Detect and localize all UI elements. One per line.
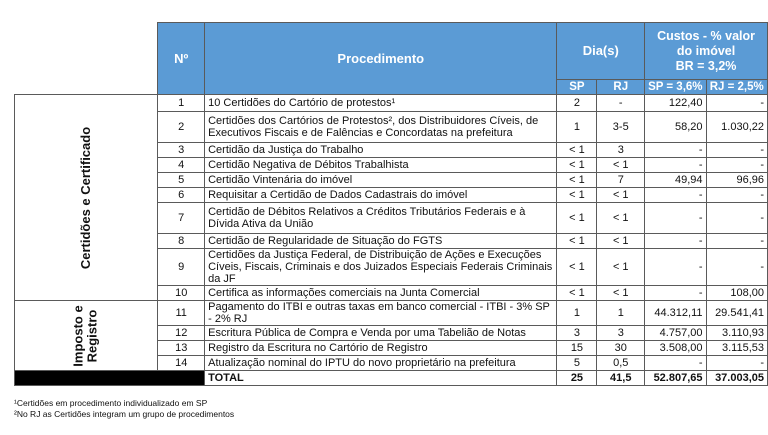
- cell-sp-days: < 1: [557, 234, 597, 249]
- cell-sp-days: < 1: [557, 286, 597, 301]
- cell-rj-days: 1: [597, 301, 645, 326]
- cell-rj-cost: -: [706, 203, 768, 234]
- cell-sp-cost: 58,20: [645, 112, 706, 143]
- cell-sp-days: < 1: [557, 203, 597, 234]
- cell-num: 12: [158, 326, 205, 341]
- header-rj-days: RJ: [597, 80, 645, 95]
- cell-procedimento: Certidões da Justiça Federal, de Distribuição de Ações e Execuções Cíveis, Fiscais, Criminais e dos Juizados Especiais Federais Criminais da JF: [205, 249, 557, 286]
- cell-sp-days: 1: [557, 301, 597, 326]
- cell-procedimento: Certidão da Justiça do Trabalho: [205, 143, 557, 158]
- cell-rj-days: 3-5: [597, 112, 645, 143]
- cell-rj-days: < 1: [597, 188, 645, 203]
- cell-sp-days: 1: [557, 112, 597, 143]
- cell-rj-cost: -: [706, 356, 768, 371]
- cell-num: 8: [158, 234, 205, 249]
- cell-sp-days: 2: [557, 95, 597, 112]
- cell-sp-cost: 4.757,00: [645, 326, 706, 341]
- cell-rj-days: < 1: [597, 286, 645, 301]
- cell-rj-cost: -: [706, 188, 768, 203]
- cell-procedimento: Registro da Escritura no Cartório de Registro: [205, 341, 557, 356]
- table-row: [15, 301, 768, 326]
- cell-rj-cost: 3.115,53: [706, 341, 768, 356]
- cell-procedimento: Atualização nominal do IPTU do novo proprietário na prefeitura: [205, 356, 557, 371]
- total-row: [15, 371, 768, 386]
- subheader-empty-cell: [15, 80, 158, 95]
- group-certidoes-label: Certidões e Certificado: [78, 126, 94, 269]
- group-imposto-label: [72, 305, 100, 366]
- cell-sp-days: < 1: [557, 249, 597, 286]
- cell-sp-days: 15: [557, 341, 597, 356]
- group-imposto: [15, 301, 158, 371]
- cell-sp-days: 5: [557, 356, 597, 371]
- cell-procedimento: Certidão de Regularidade de Situação do FGTS: [205, 234, 557, 249]
- cell-num: 14: [158, 356, 205, 371]
- cell-sp-cost: 3.508,00: [645, 341, 706, 356]
- cell-procedimento: Certidão Vintenária do imóvel: [205, 173, 557, 188]
- cell-rj-days: 3: [597, 143, 645, 158]
- header-custos: [645, 23, 768, 80]
- cell-rj-cost: -: [706, 249, 768, 286]
- cell-rj-days: < 1: [597, 234, 645, 249]
- cell-sp-cost: -: [645, 188, 706, 203]
- header-custos-line2: do imóvel: [676, 43, 736, 58]
- header-dias: Dia(s): [557, 23, 645, 80]
- cell-rj-cost: -: [706, 95, 768, 112]
- cell-num: 3: [158, 143, 205, 158]
- cell-num: 5: [158, 173, 205, 188]
- cell-procedimento: Requisitar a Certidão de Dados Cadastrais do imóvel: [205, 188, 557, 203]
- cell-rj-cost: 3.110,93: [706, 326, 768, 341]
- cell-num: 10: [158, 286, 205, 301]
- cell-procedimento: Escritura Pública de Compra e Venda por uma Tabelião de Notas: [205, 326, 557, 341]
- cell-rj-days: < 1: [597, 249, 645, 286]
- cell-rj-cost: -: [706, 234, 768, 249]
- cell-rj-cost: 96,96: [706, 173, 768, 188]
- cell-sp-cost: -: [645, 203, 706, 234]
- cell-procedimento: Certidão Negativa de Débitos Trabalhista: [205, 158, 557, 173]
- cell-num: 7: [158, 203, 205, 234]
- header-row: [15, 23, 768, 80]
- total-sp-cost: 52.807,65: [645, 371, 706, 386]
- cell-rj-cost: 1.030,22: [706, 112, 768, 143]
- cell-rj-cost: 29.541,41: [706, 301, 768, 326]
- cell-sp-days: < 1: [557, 158, 597, 173]
- group-imposto-line1: Imposto e: [71, 304, 87, 367]
- procedures-table: [14, 22, 768, 386]
- cell-num: 13: [158, 341, 205, 356]
- header-num: Nº: [158, 23, 205, 95]
- cell-rj-days: 3: [597, 326, 645, 341]
- cell-sp-days: 3: [557, 326, 597, 341]
- cell-num: 9: [158, 249, 205, 286]
- cell-rj-days: < 1: [597, 158, 645, 173]
- cell-sp-days: < 1: [557, 143, 597, 158]
- footnote-1: ¹Certidões em procedimento individualizado em SP: [14, 398, 208, 408]
- header-sp-cost: SP = 3,6%: [645, 80, 706, 95]
- cell-num: 4: [158, 158, 205, 173]
- cell-rj-cost: -: [706, 143, 768, 158]
- footnote-2: ²No RJ as Certidões integram um grupo de procedimentos: [14, 409, 235, 419]
- cell-sp-cost: -: [645, 234, 706, 249]
- cell-sp-cost: 44.312,11: [645, 301, 706, 326]
- cell-num: 11: [158, 301, 205, 326]
- total-sp-days: 25: [557, 371, 597, 386]
- total-label: TOTAL: [205, 371, 557, 386]
- table-row: [15, 95, 768, 112]
- group-certidoes: [15, 95, 158, 301]
- header-custos-line1: Custos - % valor: [657, 28, 755, 43]
- header-rj-cost: RJ = 2,5%: [706, 80, 768, 95]
- cell-sp-days: < 1: [557, 188, 597, 203]
- total-rj-cost: 37.003,05: [706, 371, 768, 386]
- cell-rj-days: 30: [597, 341, 645, 356]
- cell-procedimento: Pagamento do ITBI e outras taxas em banco comercial - ITBI - 3% SP - 2% RJ: [205, 301, 557, 326]
- cell-num: 1: [158, 95, 205, 112]
- total-black-block: [15, 371, 205, 386]
- header-custos-line3: BR = 3,2%: [675, 58, 737, 73]
- header-empty-cell: [15, 23, 158, 80]
- header-procedimento: Procedimento: [205, 23, 557, 95]
- cell-procedimento: Certidões dos Cartórios de Protestos², dos Distribuidores Cíveis, de Executivos Fiscais e de Falências e Concordatas na prefeitura: [205, 112, 557, 143]
- cell-rj-days: < 1: [597, 203, 645, 234]
- cell-sp-cost: -: [645, 356, 706, 371]
- cell-sp-days: < 1: [557, 173, 597, 188]
- cell-num: 6: [158, 188, 205, 203]
- cell-num: 2: [158, 112, 205, 143]
- cell-sp-cost: -: [645, 143, 706, 158]
- cell-sp-cost: 49,94: [645, 173, 706, 188]
- cell-procedimento: 10 Certidões do Cartório de protestos¹: [205, 95, 557, 112]
- cell-rj-days: 0,5: [597, 356, 645, 371]
- cell-sp-cost: -: [645, 249, 706, 286]
- cell-rj-cost: -: [706, 158, 768, 173]
- cell-sp-cost: -: [645, 158, 706, 173]
- cell-sp-cost: -: [645, 286, 706, 301]
- cell-procedimento: Certidão de Débitos Relativos a Créditos Tributários Federais e à Dívida Ativa da União: [205, 203, 557, 234]
- cell-rj-days: -: [597, 95, 645, 112]
- header-sp-days: SP: [557, 80, 597, 95]
- cell-procedimento: Certifica as informações comerciais na Junta Comercial: [205, 286, 557, 301]
- group-imposto-line2: Registro: [85, 309, 101, 362]
- cell-rj-days: 7: [597, 173, 645, 188]
- total-rj-days: 41,5: [597, 371, 645, 386]
- cell-sp-cost: 122,40: [645, 95, 706, 112]
- cell-rj-cost: 108,00: [706, 286, 768, 301]
- footnotes: [14, 398, 234, 420]
